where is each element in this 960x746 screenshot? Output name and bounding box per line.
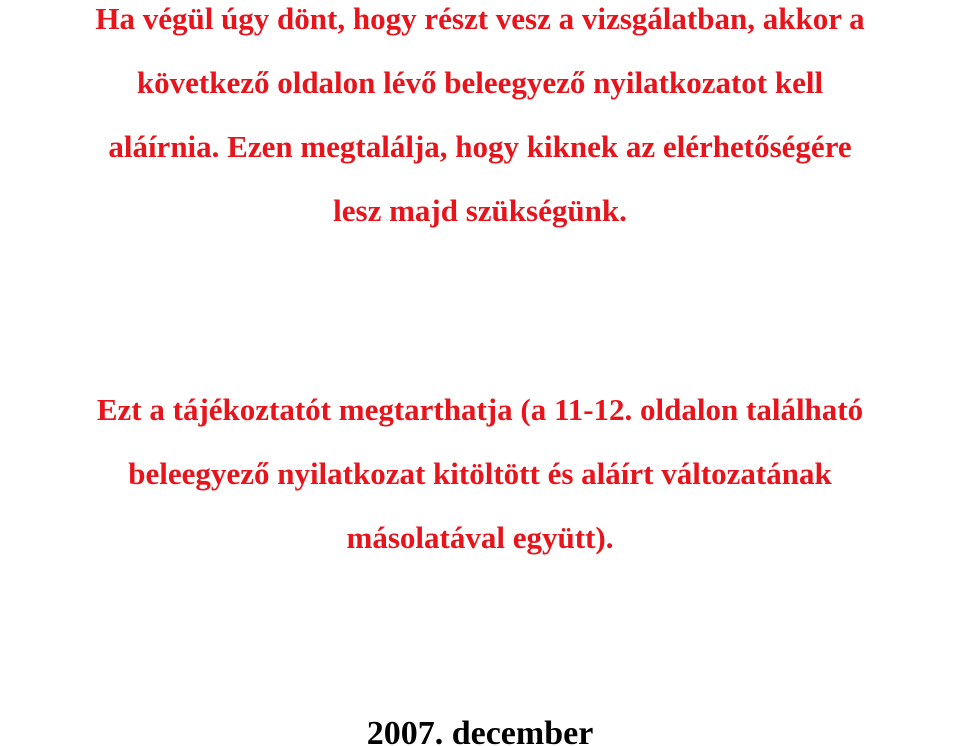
text-line: következő oldalon lévő beleegyező nyilatkozatot kell	[136, 65, 824, 100]
paragraph-consent-instructions	[0, 0, 960, 243]
document-date: 2007. december	[366, 715, 594, 746]
text-line: beleegyező nyilatkozat kitöltött és aláírt változatának	[128, 456, 832, 491]
text-line: aláírnia. Ezen megtalálja, hogy kiknek az elérhetőségére	[108, 129, 852, 164]
text-line: Ezt a tájékoztatót megtarthatja (a 11-12. oldalon található	[96, 392, 864, 427]
text-line: Ha végül úgy dönt, hogy részt vesz a vizsgálatban, akkor a	[95, 1, 865, 36]
paragraph-keep-information	[0, 378, 960, 570]
text-line: másolatával együtt).	[346, 520, 614, 555]
text-line: lesz majd szükségünk.	[333, 193, 627, 228]
